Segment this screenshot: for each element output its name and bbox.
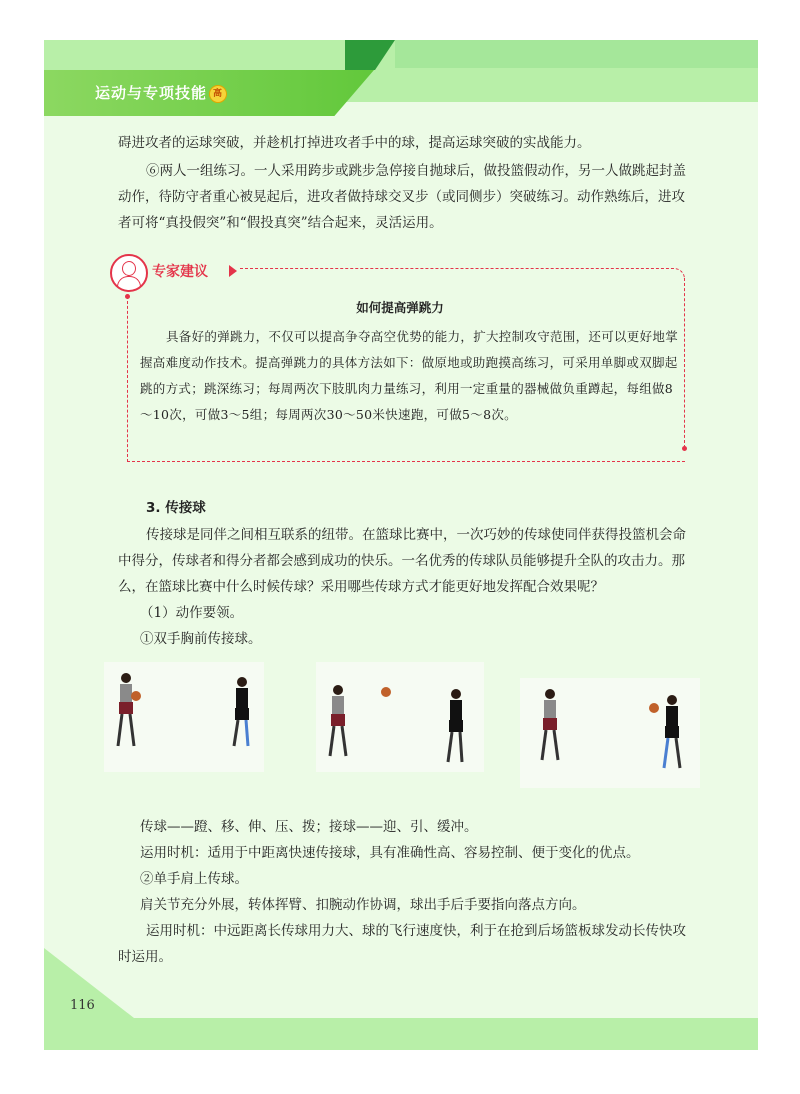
paragraph-2: ⑥两人一组练习。一人采用跨步或跳步急停接自抛球后，做投篮假动作，另一人做跳起封盖动作，待防守者重心被晃起后，进攻者做持球交叉步（或同侧步）突破练习。动作熟练后，进攻者可将“真投假突”和“假投真突”结合起来，灵活运用。 (118, 163, 686, 231)
players-illustration (316, 662, 484, 772)
paragraph-1: 碍进攻者的运球突破，并趁机打掉进攻者手中的球，提高运球突破的实战能力。 (118, 135, 591, 151)
expert-text: 具备好的弹跳力，不仅可以提高争夺高空优势的能力，扩大控制攻守范围，还可以更好地掌握高难度动作技术。提高弹跳力的具体方法如下：做原地或助跑摸高练习，可采用单脚或双脚起跳的方式；跳深练习；每周两次下肢肌肉力量练习，利用一定重量的器械做负重蹲起，每组做8～10次，可做3～5组；每周两次30～50米快速跑，可做5～8次。 (140, 329, 679, 422)
dot-icon (682, 446, 687, 451)
basketball-icon (381, 687, 391, 697)
section-item1: ①双手胸前传接球。 (140, 631, 262, 647)
photo-1 (104, 662, 264, 772)
player-icon (234, 677, 249, 746)
photo-2 (316, 662, 484, 772)
item2-timing: 运用时机：中远距离长传球用力大、球的飞行速度快，利于在抢到后场篮板球发动长传快攻时运用。 (118, 923, 686, 965)
item2-technique: 肩关节充分外展，转体挥臂、扣腕动作协调，球出手后手要指向落点方向。 (140, 897, 586, 913)
player-icon (330, 685, 346, 756)
page-number: 116 (70, 998, 95, 1013)
expert-border-top (240, 268, 685, 279)
footer-band (44, 1018, 758, 1050)
player-icon (664, 695, 680, 768)
section-sub1: （1）动作要领。 (140, 605, 244, 621)
player-icon (542, 689, 558, 760)
pass-timing: 运用时机：适用于中距离快速传接球，具有准确性高、容易控制、便于变化的优点。 (140, 845, 640, 861)
player-icon (448, 689, 463, 762)
player-icon (118, 673, 141, 746)
expert-avatar-icon (110, 254, 148, 292)
photo-3 (520, 678, 700, 788)
basketball-icon (649, 703, 659, 713)
header-title-text: 运动与专项技能 (95, 84, 208, 102)
item2-heading: ②单手肩上传球。 (140, 871, 248, 887)
expert-border-left (127, 296, 128, 462)
expert-border-bottom (127, 461, 685, 462)
section-intro: 传接球是同伴之间相互联系的纽带。在篮球比赛中，一次巧妙的传球使同伴获得投篮机会命中得分，传球者和得分者都会感到成功的快乐。一名优秀的传球队员能够提升全队的攻击力。那么，在篮球比赛中什么时候传球？采用哪些传球方式才能更好地发挥配合效果呢？ (118, 527, 686, 595)
header-badge-icon: 高 (209, 85, 227, 103)
header-title (95, 82, 227, 103)
pass-summary: 传球——蹬、移、伸、压、拨；接球——迎、引、缓冲。 (140, 819, 478, 835)
arrow-right-icon (229, 265, 237, 277)
players-illustration (520, 678, 700, 788)
players-illustration (104, 662, 264, 772)
header-band-accent (395, 40, 758, 68)
avatar-body (117, 276, 141, 287)
avatar-head (122, 261, 136, 276)
section-heading: 3. 传接球 (146, 500, 206, 516)
expert-label: 专家建议 (152, 264, 208, 280)
expert-heading: 如何提高弹跳力 (356, 300, 444, 315)
